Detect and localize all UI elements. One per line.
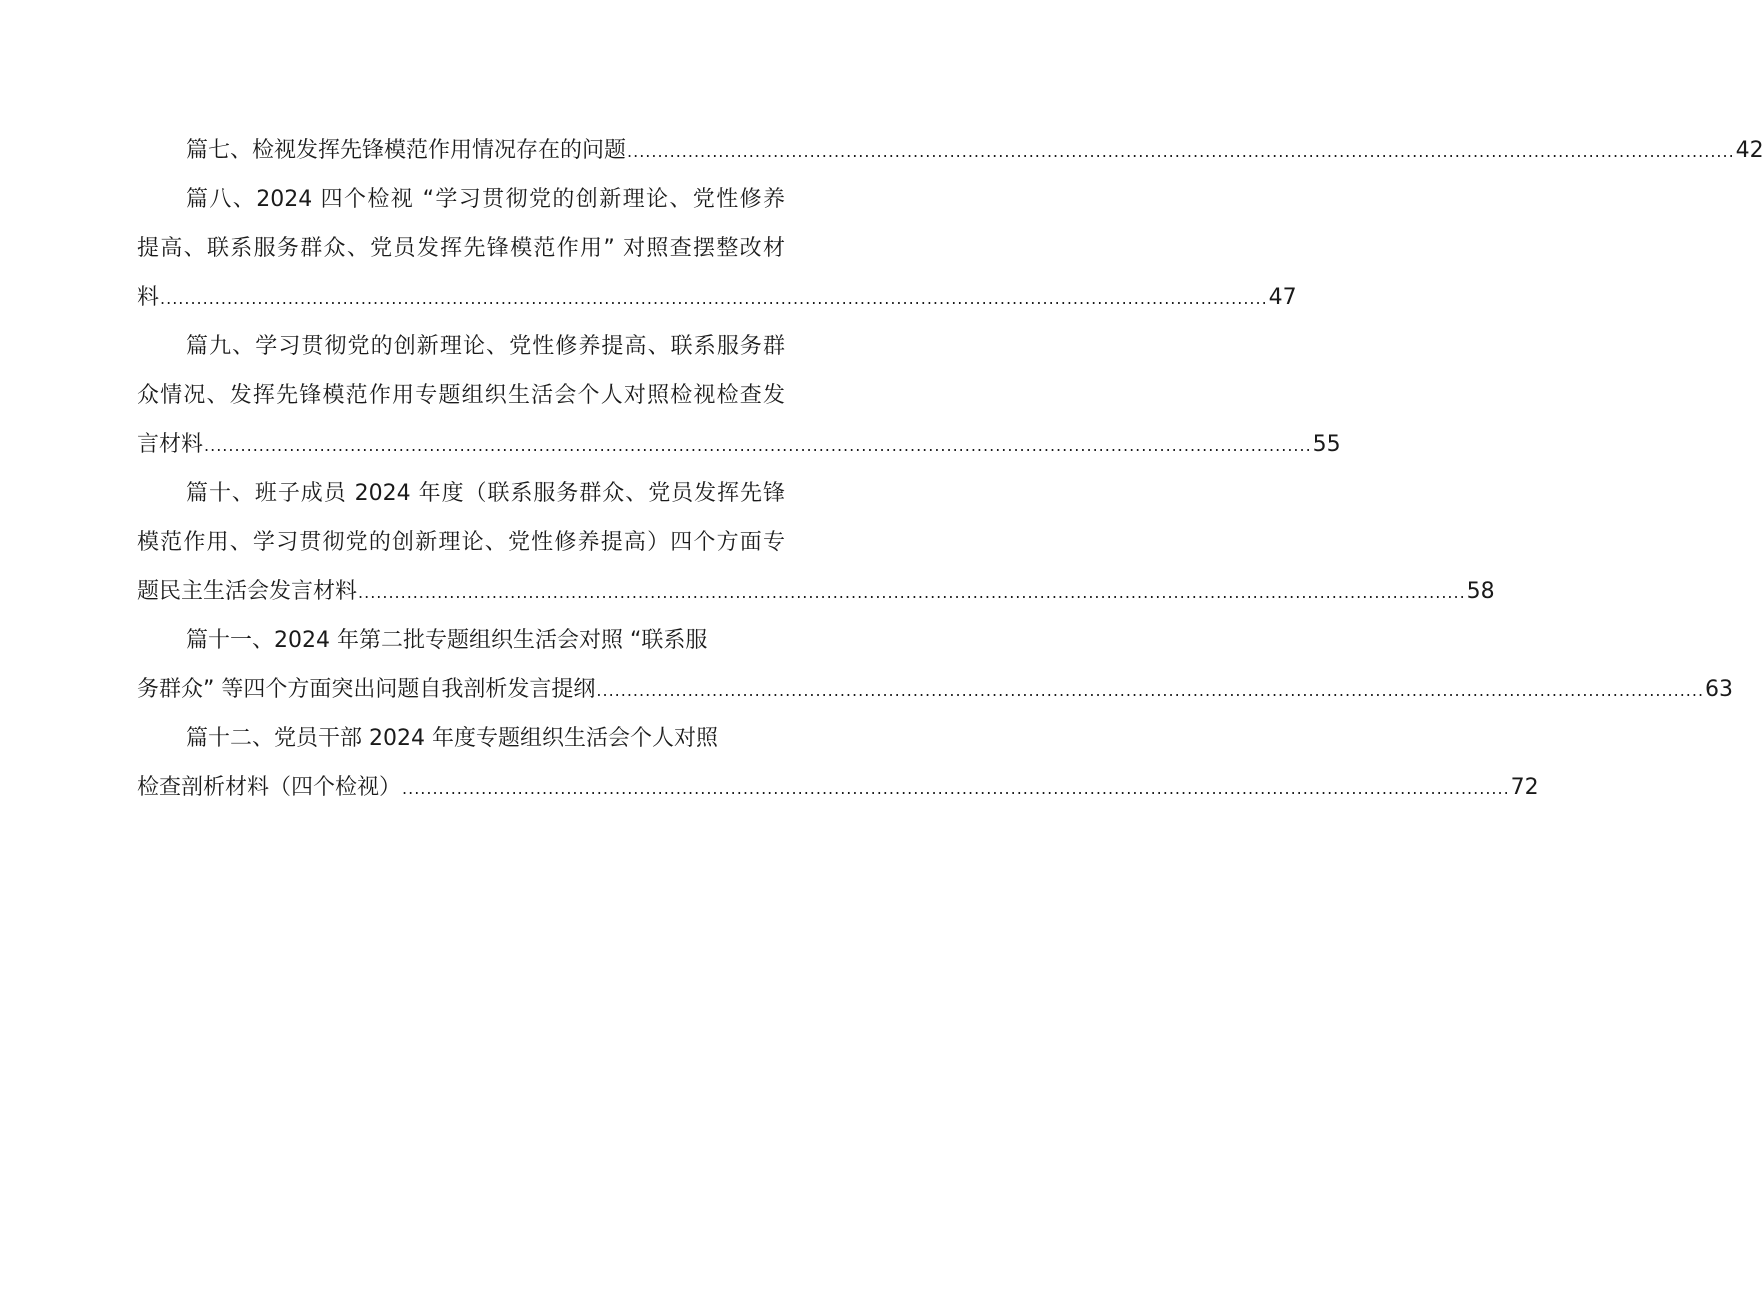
toc-entry-12-line-1[interactable]: 篇十二、党员干部 2024 年度专题组织生活会个人对照 [186, 726, 718, 751]
toc-entry-7[interactable] [186, 126, 1764, 175]
toc-entry-10-line-1[interactable]: 篇十、班子成员 2024 年度（联系服务群众、党员发挥先锋 [186, 481, 785, 506]
toc-entry-9-line-2[interactable]: 众情况、发挥先锋模范作用专题组织生活会个人对照检视检查发 [137, 383, 785, 408]
toc-entry-12-line-2[interactable] [137, 763, 1539, 812]
toc-entry-text: 篇七、检视发挥先锋模范作用情况存在的问题 [186, 138, 627, 163]
page-number: 72 [1510, 775, 1539, 800]
dot-leader: ...................................................................................................................................................................................... [204, 436, 1312, 455]
page-number: 58 [1466, 579, 1495, 604]
dot-leader: ...................................................................................................................................................................................... [627, 142, 1735, 161]
toc-entry-8-line-2[interactable]: 提高、联系服务群众、党员发挥先锋模范作用” 对照查摆整改材 [137, 236, 785, 261]
toc-entry-8-line-1[interactable]: 篇八、2024 四个检视 “学习贯彻党的创新理论、党性修养 [186, 187, 785, 212]
page-number: 63 [1705, 677, 1734, 702]
toc-entry-text: 料 [137, 285, 160, 310]
toc-entry-11-line-2[interactable] [137, 665, 1734, 714]
toc-entry-text: 检查剖析材料（四个检视） [137, 775, 402, 800]
dot-leader: ...................................................................................................................................................................................... [402, 779, 1510, 798]
toc-entry-text: 言材料 [137, 432, 204, 457]
page-number: 47 [1268, 285, 1297, 310]
toc-entry-10-line-3[interactable] [137, 567, 1495, 616]
dot-leader: ...................................................................................................................................................................................... [160, 289, 1268, 308]
toc-entry-11-line-1[interactable]: 篇十一、2024 年第二批专题组织生活会对照 “联系服 [186, 628, 708, 653]
toc-entry-9-line-1[interactable]: 篇九、学习贯彻党的创新理论、党性修养提高、联系服务群 [186, 334, 785, 359]
toc-entry-9-line-3[interactable] [137, 420, 1341, 469]
toc-entry-text: 题民主生活会发言材料 [137, 579, 358, 604]
toc-entry-8-line-3[interactable] [137, 273, 1297, 322]
page-number: 55 [1312, 432, 1341, 457]
toc-entry-10-line-2[interactable]: 模范作用、学习贯彻党的创新理论、党性修养提高）四个方面专 [137, 530, 785, 555]
page-number: 42 [1735, 138, 1764, 163]
dot-leader: ...................................................................................................................................................................................... [596, 681, 1705, 700]
toc-entry-text: 务群众” 等四个方面突出问题自我剖析发言提纲 [137, 677, 596, 702]
dot-leader: ...................................................................................................................................................................................... [358, 583, 1466, 602]
